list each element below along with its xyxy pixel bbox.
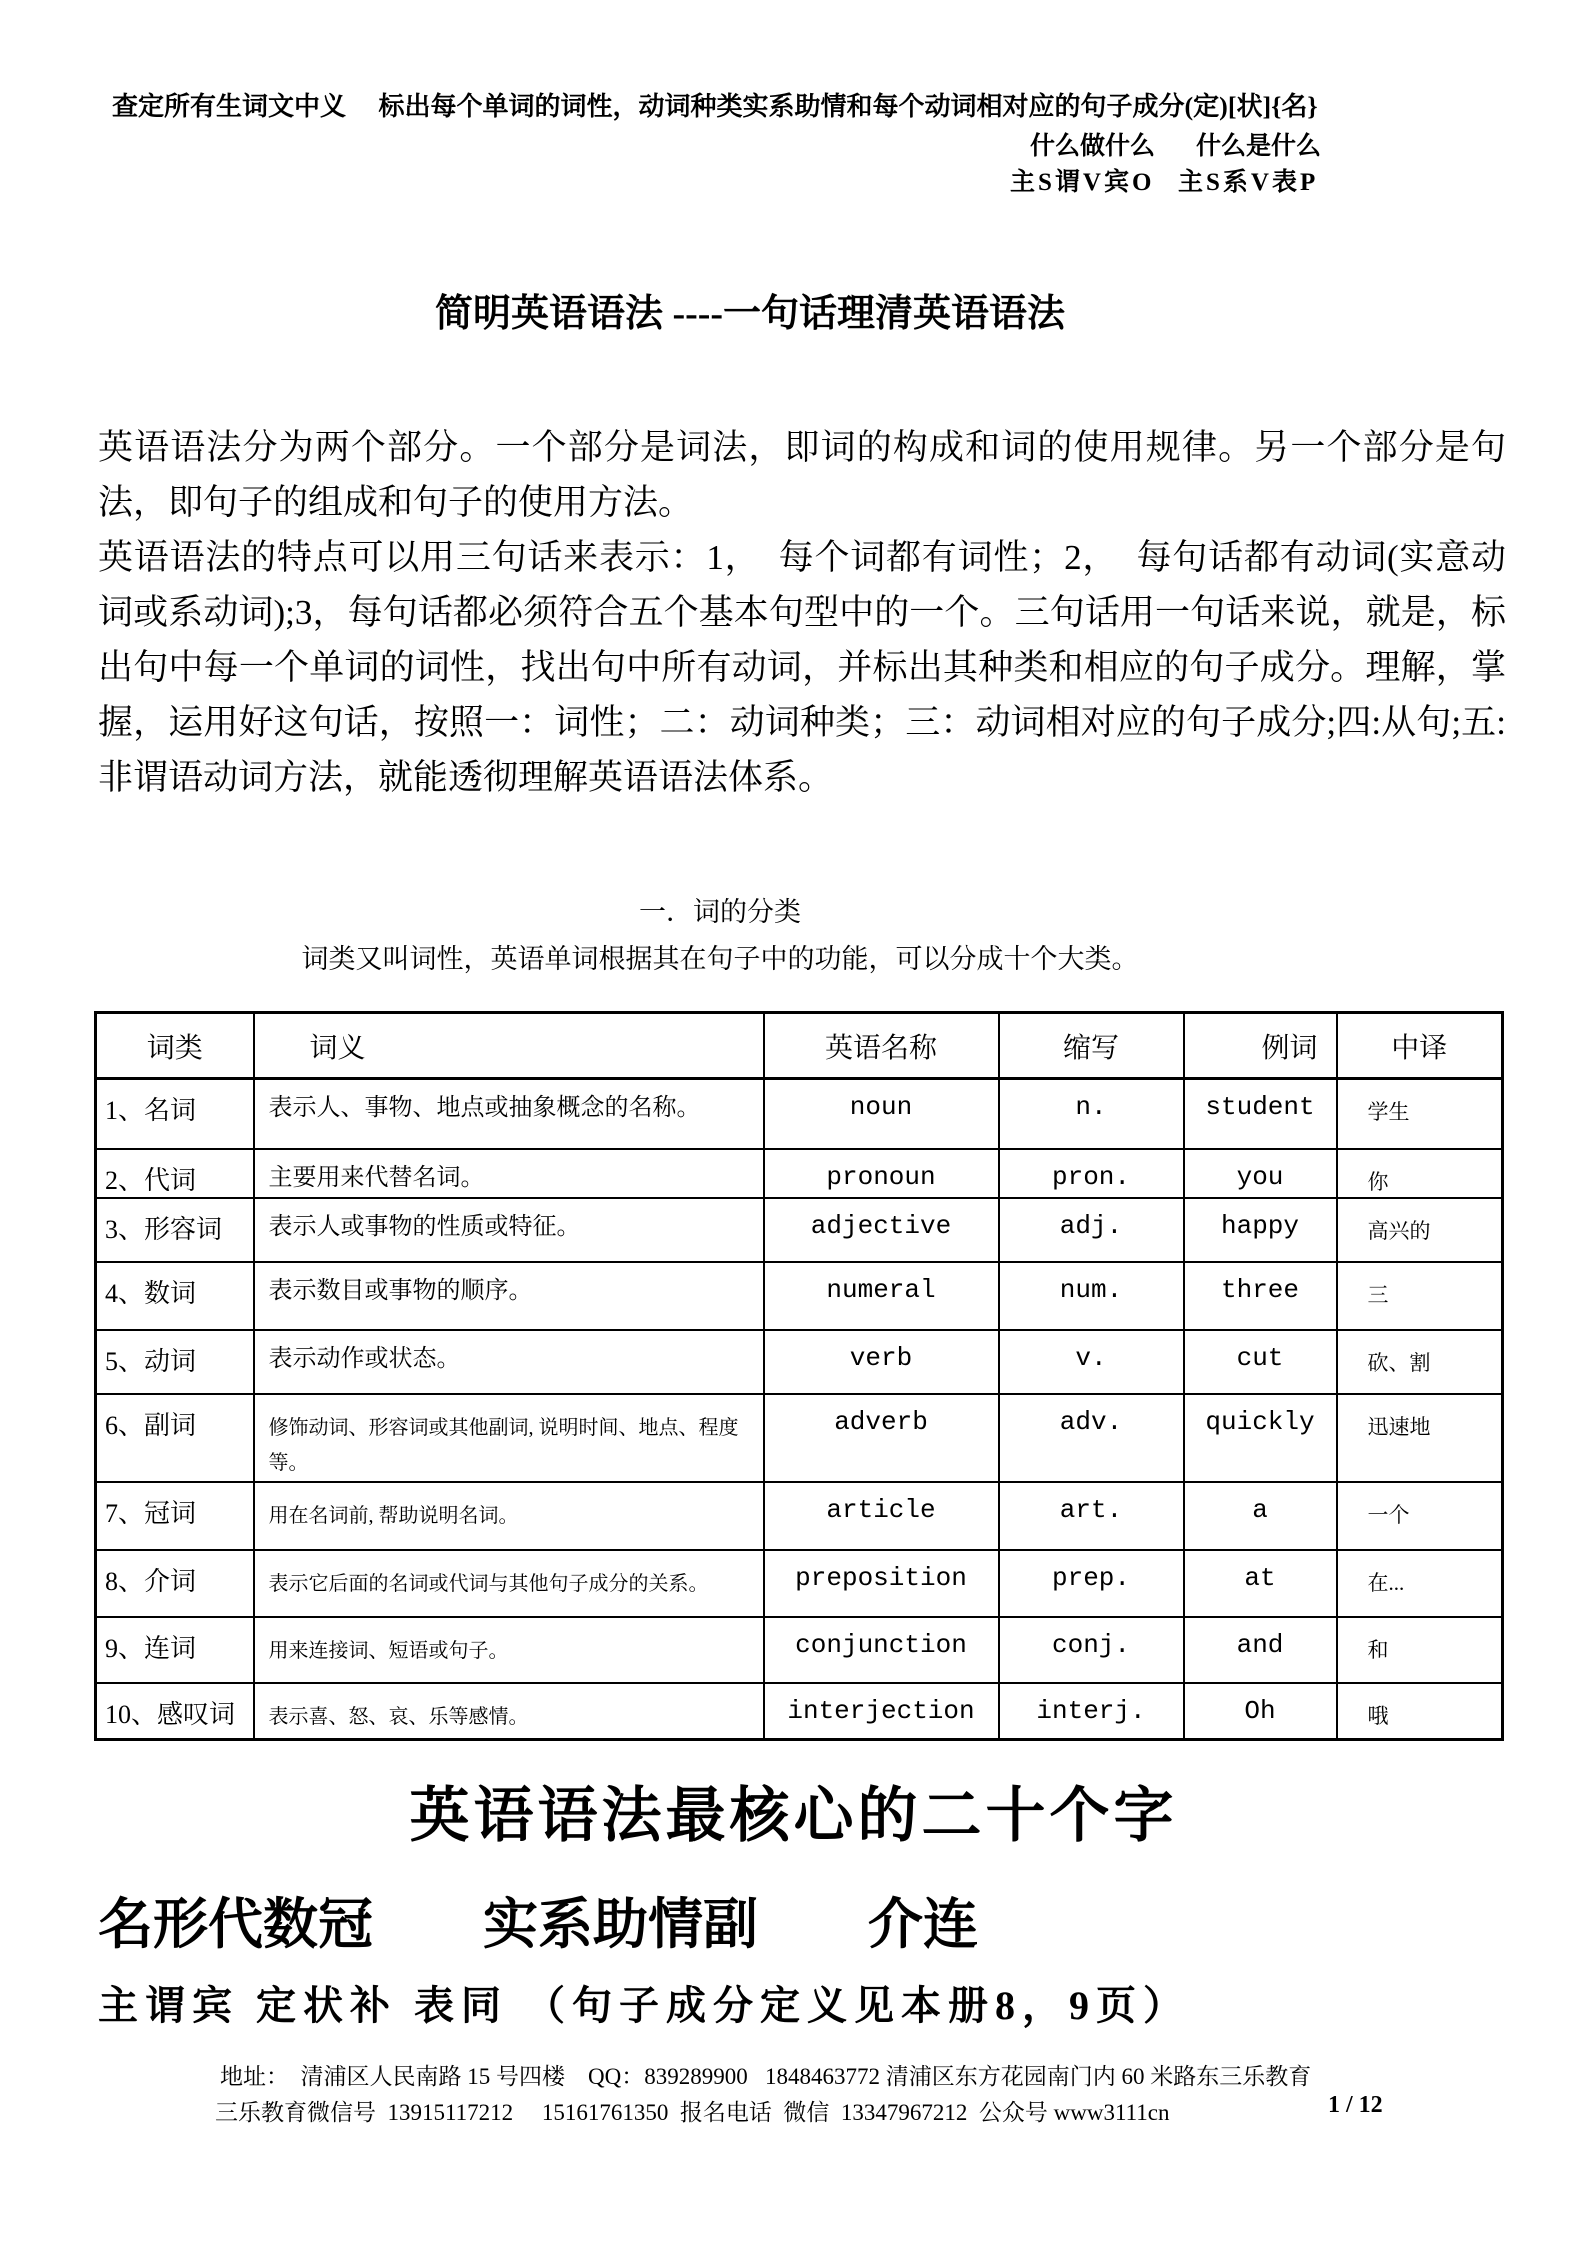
cell-abbrev: adv.: [999, 1394, 1184, 1482]
table-row: [96, 1550, 1503, 1617]
cell-example: Oh: [1184, 1683, 1337, 1740]
cell-category: 6、副词: [96, 1394, 254, 1482]
section-subtitle: 词类又叫词性，英语单词根据其在句子中的功能，可以分成十个大类。: [301, 944, 1139, 974]
cell-abbrev: pron.: [999, 1149, 1184, 1198]
table-row: [96, 1149, 1503, 1198]
cell-english: adverb: [764, 1394, 999, 1482]
table-row: [96, 1198, 1503, 1262]
cell-english: pronoun: [764, 1149, 999, 1198]
cell-category: 8、介词: [96, 1550, 254, 1617]
cell-english: verb: [764, 1330, 999, 1394]
cell-translation: 一个: [1337, 1482, 1503, 1550]
cell-example: quickly: [1184, 1394, 1337, 1482]
cell-translation: 迅速地: [1337, 1394, 1503, 1482]
annotation-svp-formula: 主S系V表P: [1178, 169, 1319, 196]
col-header-example: 例词: [1184, 1013, 1337, 1079]
table-row: [96, 1683, 1503, 1740]
cell-category: 4、数词: [96, 1262, 254, 1330]
cell-meaning: 主要用来代替名词。: [254, 1149, 764, 1198]
cell-category: 1、名词: [96, 1079, 254, 1149]
footer-address-line: 地址： 清浦区人民南路 15 号四楼 QQ：839289900 1848463772 清浦区东方花园南门内 60 米路东三乐教育: [220, 2064, 1312, 2089]
cell-translation: 三: [1337, 1262, 1503, 1330]
intro-paragraphs: [98, 420, 1506, 805]
cell-english: noun: [764, 1079, 999, 1149]
table-row: [96, 1262, 1503, 1330]
pos-table-body: [96, 1079, 1503, 1740]
core-sentence-elements-line: 主谓宾 定状补 表同 （句子成分定义见本册8，9页）: [98, 1983, 1190, 2028]
cell-meaning: 表示喜、怒、哀、乐等感情。: [254, 1683, 764, 1740]
cell-meaning: 用来连接词、短语或句子。: [254, 1617, 764, 1683]
cell-category: 10、感叹词: [96, 1683, 254, 1740]
cell-meaning: 表示它后面的名词或代词与其他句子成分的关系。: [254, 1550, 764, 1617]
cell-example: three: [1184, 1262, 1337, 1330]
cell-example: you: [1184, 1149, 1337, 1198]
cell-english: numeral: [764, 1262, 999, 1330]
cell-meaning: 表示人、事物、地点或抽象概念的名称。: [254, 1079, 764, 1149]
footer-contact-line: 三乐教育微信号 13915117212 15161761350 报名电话 微信 13347967212 公众号 www3111cn: [215, 2100, 1170, 2125]
col-header-english: 英语名称: [764, 1013, 999, 1079]
cell-english: interjection: [764, 1683, 999, 1740]
table-header-row: [96, 1013, 1503, 1079]
cell-abbrev: v.: [999, 1330, 1184, 1394]
cell-category: 2、代词: [96, 1149, 254, 1198]
cell-meaning: 表示动作或状态。: [254, 1330, 764, 1394]
cell-example: a: [1184, 1482, 1337, 1550]
cell-category: 7、冠词: [96, 1482, 254, 1550]
cell-translation: 你: [1337, 1149, 1503, 1198]
cell-abbrev: num.: [999, 1262, 1184, 1330]
cell-english: adjective: [764, 1198, 999, 1262]
cell-translation: 砍、割: [1337, 1330, 1503, 1394]
cell-abbrev: interj.: [999, 1683, 1184, 1740]
table-row: [96, 1617, 1503, 1683]
cell-abbrev: n.: [999, 1079, 1184, 1149]
cell-english: preposition: [764, 1550, 999, 1617]
core-word-classes-line: 名形代数冠 实系助情副 介连: [98, 1894, 979, 1955]
col-header-abbر: 缩写: [999, 1013, 1184, 1079]
cell-abbrev: conj.: [999, 1617, 1184, 1683]
cell-meaning: 表示数目或事物的顺序。: [254, 1262, 764, 1330]
intro-paragraph-2: 英语语法的特点可以用三句话来表示：1， 每个词都有词性；2， 每句话都有动词(实意动词或系动词);3，每句话都必须符合五个基本句型中的一个。三句话用一句话来说，就是，标出句中每一个单词的词性，找出句中所有动词，并标出其种类和相应的句子成分。理解，掌握，运用好这句话，按照一：词性；二：动词种类；三：动词相对应的句子成分;四:从句;五:非谓语动词方法，就能透彻理解英语语法体系。: [98, 538, 1506, 797]
section-heading: 一．词的分类: [639, 897, 801, 927]
cell-category: 5、动词: [96, 1330, 254, 1394]
cell-abbrev: prep.: [999, 1550, 1184, 1617]
col-header-meaning: 词义: [254, 1013, 764, 1079]
cell-translation: 高兴的: [1337, 1198, 1503, 1262]
table-row: [96, 1079, 1503, 1149]
parts-of-speech-table: [94, 1011, 1504, 1741]
table-row: [96, 1394, 1503, 1482]
cell-abbrev: art.: [999, 1482, 1184, 1550]
cell-example: at: [1184, 1550, 1337, 1617]
col-header-category: 词类: [96, 1013, 254, 1079]
table-row: [96, 1330, 1503, 1394]
cell-abbrev: adj.: [999, 1198, 1184, 1262]
annotation-what-is-what: 什么是什么: [1196, 133, 1322, 160]
cell-example: cut: [1184, 1330, 1337, 1394]
cell-example: student: [1184, 1079, 1337, 1149]
table-row: [96, 1482, 1503, 1550]
annotation-what-does-what: 什么做什么: [1030, 133, 1156, 160]
cell-translation: 学生: [1337, 1079, 1503, 1149]
cell-example: happy: [1184, 1198, 1337, 1262]
cell-meaning: 用在名词前, 帮助说明名词。: [254, 1482, 764, 1550]
cell-meaning: 表示人或事物的性质或特征。: [254, 1198, 764, 1262]
cell-meaning: 修饰动词、形容词或其他副词, 说明时间、地点、程度等。: [254, 1394, 764, 1482]
cell-english: article: [764, 1482, 999, 1550]
cell-translation: 和: [1337, 1617, 1503, 1683]
page-number: 1 / 12: [1328, 2092, 1383, 2118]
cell-translation: 哦: [1337, 1683, 1503, 1740]
cell-category: 9、连词: [96, 1617, 254, 1683]
annotation-line1: 查定所有生词文中义 标出每个单词的词性，动词种类实系助情和每个动词相对应的句子成分(定)[状]{名}: [112, 92, 1318, 121]
cell-example: and: [1184, 1617, 1337, 1683]
cell-translation: 在...: [1337, 1550, 1503, 1617]
cell-english: conjunction: [764, 1617, 999, 1683]
core-twenty-chars-heading: 英语语法最核心的二十个字: [409, 1783, 1178, 1849]
col-header-chinese: 中译: [1337, 1013, 1503, 1079]
page-title: 简明英语语法 ----一句话理清英语语法: [434, 293, 1066, 335]
annotation-svo-formula: 主S谓V宾O: [1010, 169, 1155, 196]
intro-paragraph-1: 英语语法分为两个部分。一个部分是词法，即词的构成和词的使用规律。另一个部分是句法，即句子的组成和句子的使用方法。: [98, 428, 1506, 522]
cell-category: 3、形容词: [96, 1198, 254, 1262]
